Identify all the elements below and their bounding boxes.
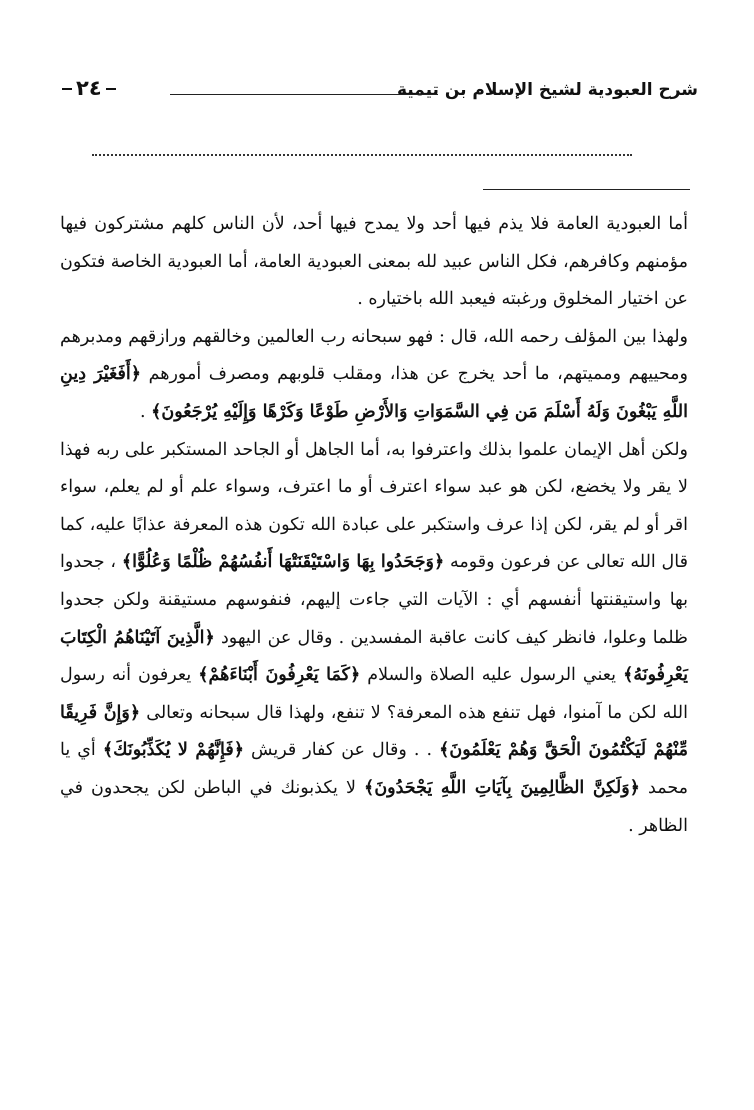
running-title: شرح العبودية لشيخ الإسلام بن تيمية bbox=[396, 80, 698, 100]
paragraph-2-end: . bbox=[139, 401, 146, 422]
quran-close-bracket: ﴾ bbox=[623, 665, 634, 686]
dash-right bbox=[106, 88, 116, 90]
paragraph-1 bbox=[60, 206, 688, 319]
paragraph-3-text: أي يا محمد bbox=[60, 740, 688, 798]
paragraph-3-text: يعرفون أنه رسول الله لكن ما آمنوا، فهل تنفع هذه المعرفة؟ لا تنفع، ولهذا قال سبحانه وتعالى bbox=[60, 665, 688, 723]
quran-verse: كَمَا يَعْرِفُونَ أَبْنَاءَهُمْ bbox=[208, 665, 350, 686]
paragraph-1-text: أما العبودية العامة فلا يذم فيها أحد ولا يمدح فيها أحد، لأن الناس كلهم مشتركون فيها مؤمنهم وكافرهم، فكل الناس عبيد لله بمعنى العبودية العامة، أما العبودية الخاصة فتكون عن اختيار المخلوق ورغبته فيعبد الله باختياره . bbox=[60, 214, 688, 310]
quran-close-bracket: ﴾ bbox=[198, 665, 209, 686]
dotted-separator bbox=[92, 148, 632, 156]
paragraph-3 bbox=[60, 432, 688, 846]
quran-close-bracket: ﴾ bbox=[439, 740, 450, 761]
body-text bbox=[60, 206, 688, 845]
quran-open-bracket: ﴿ bbox=[233, 740, 244, 761]
quran-open-bracket: ﴿ bbox=[129, 702, 141, 723]
paragraph-3-text: ، جحدوا بها واستيقنتها أنفسهم أي : الآيات التي جاءت إليهم، فنفوسهم مستيقنة ولكن جحدوا ظلما وعلوا، فانظر كيف كانت عاقبة المفسدين . وقال عن اليهود bbox=[60, 552, 688, 648]
quran-verse: الَّذِينَ آتَيْنَاهُمُ الْكِتَابَ يَعْرِفُونَهُ bbox=[60, 627, 688, 686]
quran-open-bracket: ﴿ bbox=[629, 777, 640, 798]
quran-open-bracket: ﴿ bbox=[204, 627, 215, 648]
quran-verse: وَجَحَدُوا بِهَا وَاسْتَيْقَنَتْهَا أَنفُسُهُمْ ظُلْمًا وَعُلُوًّا bbox=[132, 552, 434, 573]
header-rule bbox=[170, 94, 438, 95]
quran-close-bracket: ﴾ bbox=[151, 401, 162, 422]
quran-verse: وَلَكِنَّ الظَّالِمِينَ بِآيَاتِ اللَّهِ يَجْحَدُونَ bbox=[374, 777, 630, 798]
paragraph-3-text: . . وقال عن كفار قريش bbox=[251, 740, 433, 761]
page-header bbox=[58, 74, 698, 108]
section-rule bbox=[483, 189, 690, 190]
quran-close-bracket: ﴾ bbox=[364, 777, 375, 798]
paragraph-2 bbox=[60, 319, 688, 432]
quran-open-bracket: ﴿ bbox=[349, 665, 361, 686]
paragraph-3-text: يعني الرسول عليه الصلاة والسلام bbox=[367, 665, 617, 686]
dash-left bbox=[62, 88, 72, 90]
quran-verse: فَإِنَّهُمْ لا يُكَذِّبُونَكَ bbox=[113, 740, 234, 761]
page-number: ٢٤ bbox=[76, 76, 102, 100]
paragraph-2-text: ولهذا بين المؤلف رحمه الله، قال : فهو سبحانه رب العالمين وخالقهم ورازقهم ومدبرهم ومحييهم ومميتهم، ما أحد يخرج عن هذا، ومقلب قلوبهم ومصرف أمورهم bbox=[60, 326, 688, 385]
page-number-block bbox=[58, 76, 120, 100]
paragraph-3-text: ولكن أهل الإيمان علموا بذلك واعترفوا به، أما الجاهل أو الجاحد المستكبر على ربه فهذا لا يقر ولا يخضع، لكن هو عبد سواء اعترف أو ما اعترف، وسواء علم أو لم يعلم، سواء اقر أو لم يقر، لكن إذا عرف واستكبر على عبادة الله تكون هذه المعرفة عذابًا عليه، كما قال الله تعالى عن فرعون وقومه bbox=[60, 439, 688, 573]
quran-verse: أَفَغَيْرَ دِينِ اللَّهِ يَبْغُونَ وَلَهُ أَسْلَمَ مَن فِي السَّمَوَاتِ وَالأَرْضِ طَوْعًا وَكَرْهًا وَإِلَيْهِ يُرْجَعُونَ bbox=[60, 364, 688, 422]
quran-open-bracket: ﴿ bbox=[130, 364, 141, 385]
quran-close-bracket: ﴾ bbox=[102, 740, 114, 761]
quran-close-bracket: ﴾ bbox=[121, 552, 133, 573]
paragraph-3-text: لا يكذبونك في الباطن لكن يجحدون في الظاهر . bbox=[60, 777, 688, 836]
quran-verse: وَإِنَّ فَرِيقًا مِّنْهُمْ لَيَكْتُمُونَ الْحَقَّ وَهُمْ يَعْلَمُونَ bbox=[60, 702, 689, 761]
quran-open-bracket: ﴿ bbox=[433, 552, 445, 573]
